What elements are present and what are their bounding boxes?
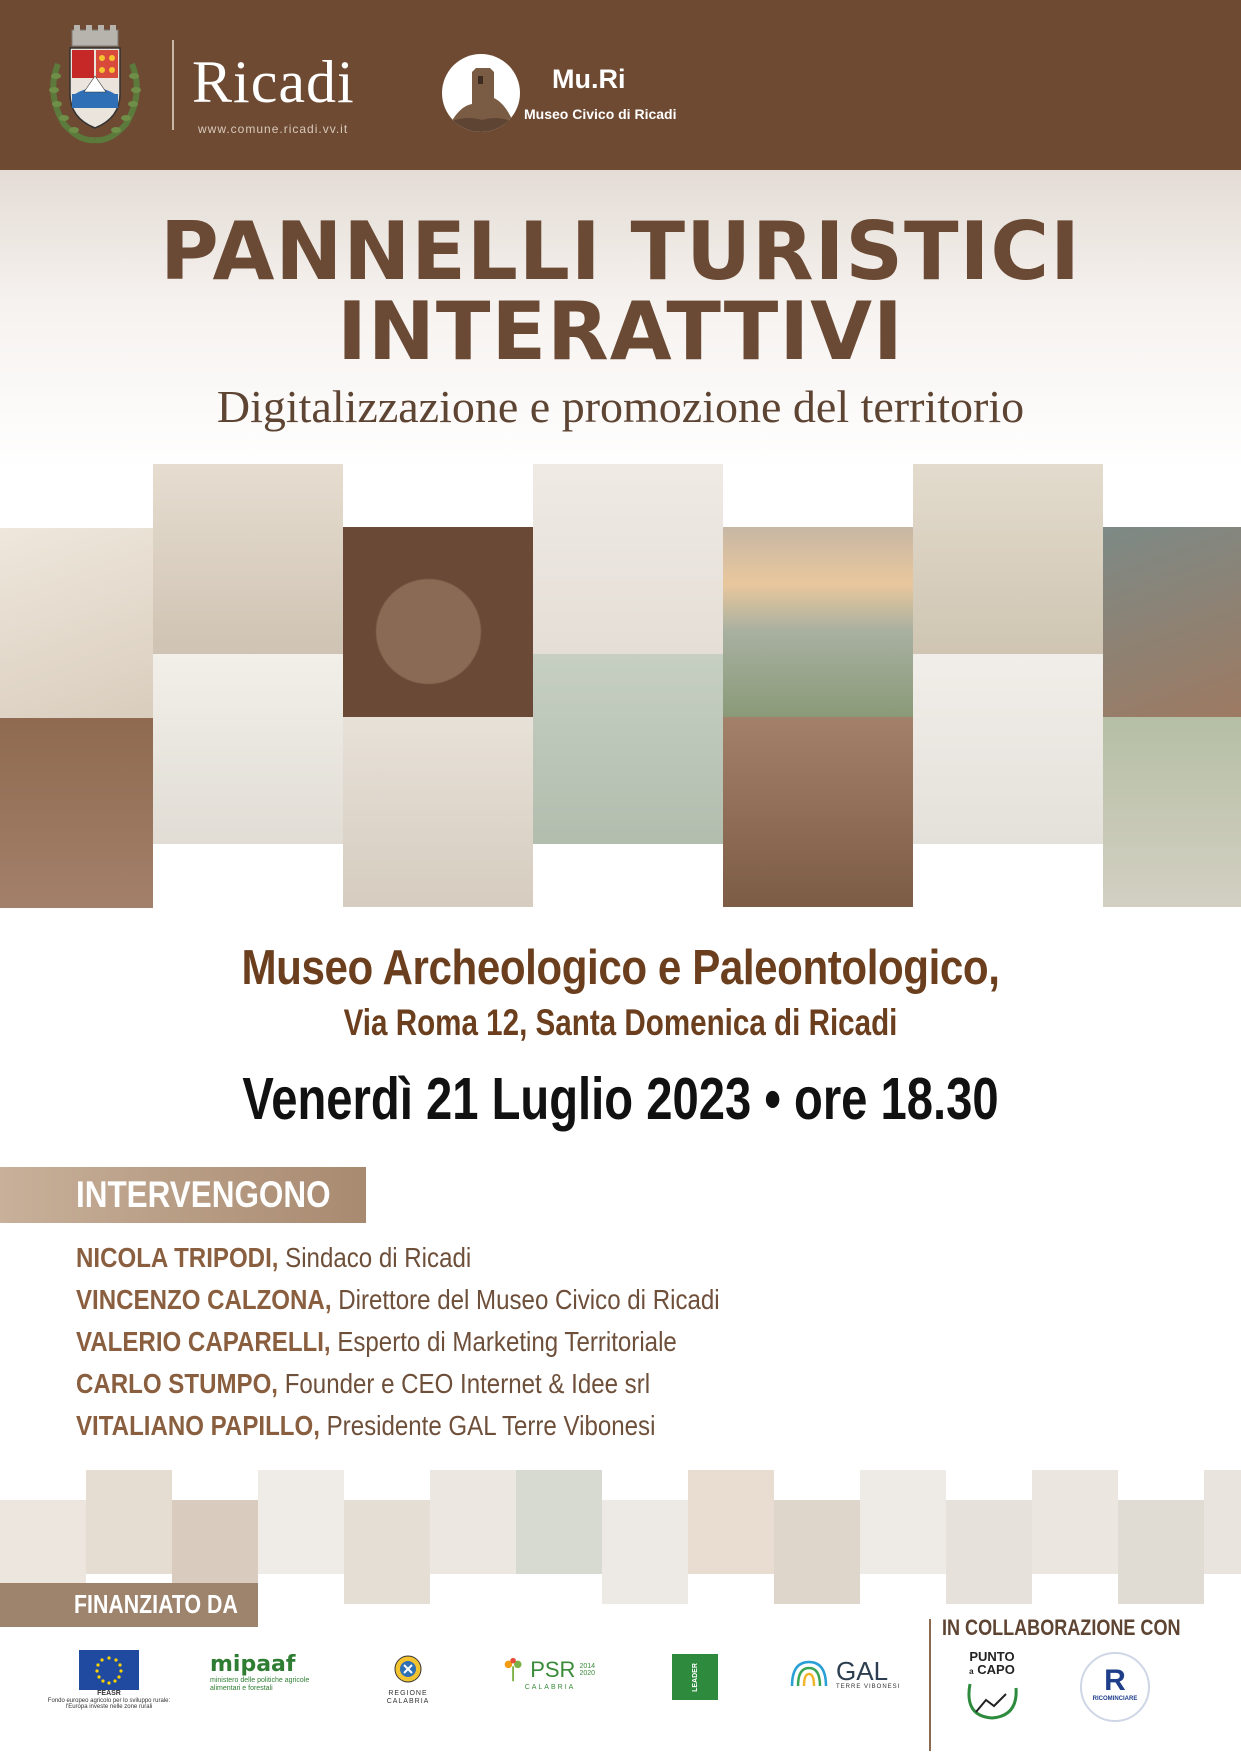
punto-a-capo-arrow-icon <box>962 1676 1022 1722</box>
strip-tile <box>1204 1470 1241 1574</box>
speaker-item <box>76 1370 650 1398</box>
funded-by-heading: FINANZIATO DA <box>74 1589 238 1619</box>
punto-a-capo-logo <box>956 1650 1028 1730</box>
speaker-role: Esperto di Marketing Territoriale <box>337 1326 677 1357</box>
muri-title: Mu.Ri <box>552 64 626 94</box>
psr-leaf-icon <box>500 1656 526 1684</box>
speaker-role: Sindaco di Ricadi <box>285 1242 472 1273</box>
photo-tile-sea-green <box>533 654 723 844</box>
venue-address: Via Roma 12, Santa Domenica di Ricadi <box>343 1002 898 1043</box>
speaker-role: Direttore del Museo Civico di Ricadi <box>338 1284 720 1315</box>
strip-tile <box>86 1470 172 1574</box>
photo-tile-church <box>0 528 153 718</box>
speaker-role: Presidente GAL Terre Vibonesi <box>326 1410 656 1441</box>
ricominciare-letter: R <box>1104 1664 1126 1697</box>
speaker-name: VITALIANO PAPILLO, <box>76 1410 320 1441</box>
speaker-role: Founder e CEO Internet & Idee srl <box>284 1368 651 1399</box>
header-banner <box>0 0 1241 170</box>
psr-title: PSR <box>530 1657 576 1682</box>
speaker-item <box>76 1412 655 1440</box>
gal-fingerprint-icon <box>788 1656 830 1692</box>
punto-capo-line2 <box>956 1663 1028 1676</box>
ricadi-website-link[interactable]: www.comune.ricadi.vv.it <box>198 122 349 136</box>
mipaaf-text: ministero delle politiche agricole alimentari e forestali <box>210 1677 310 1692</box>
muri-tower-logo-icon <box>442 54 520 132</box>
photo-tile-sunset <box>723 527 913 717</box>
speaker-name: CARLO STUMPO, <box>76 1368 279 1399</box>
collab-divider <box>929 1619 931 1751</box>
subtitle: Digitalizzazione e promozione del territorio <box>216 381 1025 432</box>
event-datetime: Venerdì 21 Luglio 2023 • ore 18.30 <box>242 1066 999 1132</box>
photo-tile-amphora <box>343 717 533 907</box>
ricominciare-logo <box>1080 1652 1150 1722</box>
regione-calabria-logo <box>368 1654 448 1705</box>
photo-tile-coast-pale <box>153 654 343 844</box>
venue-name: Museo Archeologico e Paleontologico, <box>241 941 1000 995</box>
eu-flag-icon <box>79 1650 139 1690</box>
leader-logo <box>672 1654 718 1700</box>
feasr-text: Fondo europeo agricolo per lo sviluppo rurale: l'Europa investe nelle zone rurali <box>47 1697 171 1711</box>
photo-tile-millstone <box>343 527 533 717</box>
photo-tile-castle <box>913 464 1103 654</box>
header-divider <box>172 40 174 130</box>
punto-capo-connector: a <box>969 1667 974 1676</box>
strip-tile <box>602 1500 688 1604</box>
psr-years: 2014 2020 <box>579 1663 596 1677</box>
muri-subtitle: Museo Civico di Ricadi <box>524 106 677 122</box>
feasr-logo <box>44 1650 174 1711</box>
speaker-name: VALERIO CAPARELLI, <box>76 1326 331 1357</box>
strip-tile <box>258 1470 344 1574</box>
punto-capo-line1: PUNTO <box>969 1649 1015 1664</box>
regione-calabria-crest-icon <box>393 1654 423 1684</box>
regione-calabria-text: REGIONE CALABRIA <box>386 1690 430 1705</box>
strip-tile <box>860 1470 946 1574</box>
photo-tile-library <box>533 464 723 654</box>
speakers-heading: INTERVENGONO <box>76 1174 331 1215</box>
strip-tile <box>946 1500 1032 1604</box>
gal-title: GAL <box>836 1655 889 1686</box>
mipaaf-logo <box>210 1652 310 1692</box>
speaker-name: NICOLA TRIPODI, <box>76 1242 279 1273</box>
gal-terre-vibonesi-logo <box>788 1656 908 1692</box>
psr-region: CALABRIA <box>524 1684 576 1691</box>
strip-tile <box>430 1470 516 1574</box>
punto-capo-capo-text: CAPO <box>977 1662 1015 1677</box>
strip-tile <box>1032 1470 1118 1574</box>
main-title-line-2: INTERATTIVI <box>337 285 904 378</box>
photo-tile-olive-tree <box>1103 717 1241 907</box>
photo-tile-church-dark <box>0 718 153 908</box>
strip-tile <box>344 1500 430 1604</box>
photo-tile-rocky-coast <box>1103 527 1241 717</box>
photo-tile-museum-room <box>153 464 343 654</box>
psr-calabria-logo <box>500 1656 600 1692</box>
strip-tile <box>774 1500 860 1604</box>
feasr-title: FEASR <box>97 1690 121 1697</box>
speaker-item <box>76 1244 471 1272</box>
main-title-line-1: PANNELLI TURISTICI <box>160 205 1081 298</box>
gal-text: TERRE VIBONESI <box>836 1683 901 1690</box>
ricadi-wordmark: Ricadi <box>192 49 355 115</box>
ricominciare-text: RICOMINCIARE <box>1092 1696 1138 1702</box>
photo-tile-rocks-pale <box>913 654 1103 844</box>
speaker-item <box>76 1328 677 1356</box>
mipaaf-title: mipaaf <box>210 1652 296 1677</box>
collab-heading: IN COLLABORAZIONE CON <box>942 1615 1181 1640</box>
leader-text: LEADER <box>691 1662 699 1692</box>
photo-tile-bridge <box>723 717 913 907</box>
ricadi-coat-of-arms-icon <box>44 24 146 148</box>
strip-tile <box>1118 1500 1204 1604</box>
strip-tile <box>516 1470 602 1574</box>
speaker-item <box>76 1286 720 1314</box>
speaker-name: VINCENZO CALZONA, <box>76 1284 332 1315</box>
strip-tile <box>688 1470 774 1574</box>
